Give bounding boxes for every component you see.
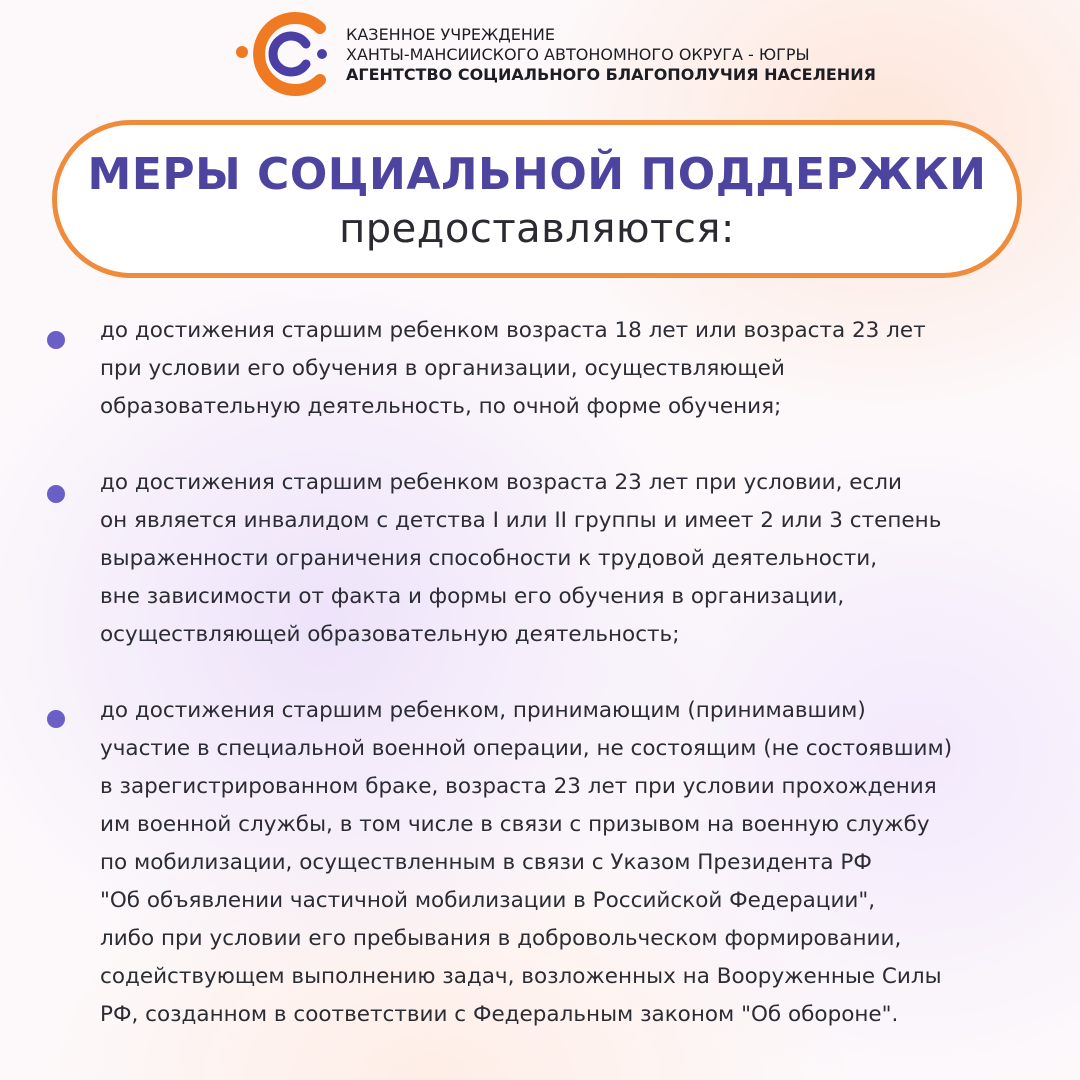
list-item-text — [100, 464, 1060, 654]
bullet-dot-icon — [47, 485, 65, 503]
text-line: образовательную деятельность, по очной форме обучения; — [100, 394, 782, 419]
text-line: участие в специальной военной операции, не состоящим (не состоявшим) — [100, 736, 953, 761]
text-line: РФ, созданном в соответствии с Федеральным законом "Об обороне". — [100, 1002, 899, 1027]
text-line: либо при условии его пребывания в добровольческом формировании, — [100, 926, 902, 951]
text-line: содействующем выполнению задач, возложенных на Вооруженные Силы — [100, 964, 942, 989]
text-line: до достижения старшим ребенком возраста 18 лет или возраста 23 лет — [100, 318, 926, 343]
page-subtitle: предоставляются: — [339, 206, 735, 252]
text-line: до достижения старшим ребенком, принимающим (принимавшим) — [100, 698, 866, 723]
list-item-text — [100, 692, 1060, 1034]
organization-name — [346, 25, 876, 85]
page-title: МЕРЫ СОЦИАЛЬНОЙ ПОДДЕРЖКИ — [87, 149, 987, 200]
text-line: по мобилизации, осуществленным в связи с Указом Президента РФ — [100, 850, 872, 875]
text-line: он является инвалидом с детства I или II группы и имеет 2 или 3 степень — [100, 508, 942, 533]
org-line-3: АГЕНТСТВО СОЦИАЛЬНОГО БЛАГОПОЛУЧИЯ НАСЕЛЕНИЯ — [346, 65, 876, 84]
org-line-1: КАЗЕННОЕ УЧРЕЖДЕНИЕ — [346, 25, 555, 44]
text-line: вне зависимости от факта и формы его обучения в организации, — [100, 584, 845, 609]
text-line: в зарегистрированном браке, возраста 23 лет при условии прохождения — [100, 774, 937, 799]
list-item-text — [100, 312, 1060, 426]
text-line: им военной службы, в том числе в связи с призывом на военную службу — [100, 812, 930, 837]
text-line: при условии его обучения в организации, осуществляющей — [100, 356, 785, 381]
title-banner — [52, 120, 1022, 278]
bullet-dot-icon — [47, 331, 65, 349]
text-line: выраженности ограничения способности к трудовой деятельности, — [100, 546, 878, 571]
bullet-dot-icon — [47, 710, 65, 728]
text-line: осуществляющей образовательную деятельность; — [100, 622, 680, 647]
header — [236, 10, 876, 100]
text-line: "Об объявлении частичной мобилизации в Российской Федерации", — [100, 888, 876, 913]
agency-logo-icon — [236, 10, 336, 100]
text-line: до достижения старшим ребенком возраста 23 лет при условии, если — [100, 470, 903, 495]
org-line-2: ХАНТЫ-МАНСИИСКОГО АВТОНОМНОГО ОКРУГА - ЮГРЫ — [346, 45, 810, 64]
